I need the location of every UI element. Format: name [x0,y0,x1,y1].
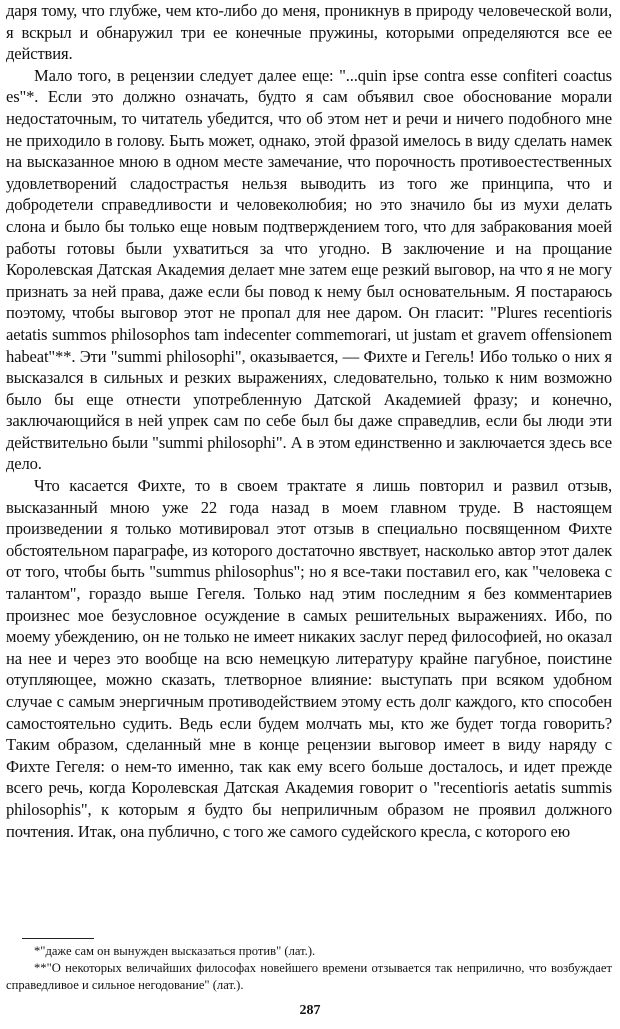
paragraph-3: Что касается Фихте, то в своем трактате я лишь повторил и развил отзыв, высказанный мною уже 22 года назад в моем главном труде. В настоящем произведении я только мотивировал этот отзыв в специально посвященном Фихте обстоятельном параграфе, из которого достаточно явствует, насколько автор этот далек от того, чтобы быть "summus philosophus"; но я все-таки поставил его, как "человека с талантом", гораздо выше Гегеля. Только над этим последним я без комментариев произнес мое безусловное осуждение в самых решительных выражениях. Ибо, по моему убеждению, он не только не имеет никаких заслуг перед философией, но оказал на нее и через это вообще на всю немецкую литературу крайне пагубное, поистине отупляющее, можно сказать, тлетворное влияние: выступать при всяком удобном случае с самым энергичным противодействием этому есть долг каждого, кто способен самостоятельно судить. Ведь если будем молчать мы, кто же будет тогда говорить? Таким образом, сделанный мне в конце рецензии выговор имеет в виду наряду с Фихте Гегеля: о нем-то именно, так как ему всего больше досталось, и идет прежде всего речь, когда Королевская Датская Академия говорит о "recentioris aetatis summis philosophis", к которым я будто бы неприличным образом не проявил должного почтения. Итак, она публично, с того же самого судейского кресла, с которого ею [6,476,612,841]
main-text [6,0,612,842]
footnote-1: *"даже сам он вынужден высказаться против" (лат.). [34,944,316,958]
page-body [6,0,612,842]
footnotes [6,943,612,994]
paragraph-2: Мало того, в рецензии следует далее еще: "...quin ipse contra esse confiteri coactus es"*. Если это должно означать, будто я сам объявил свое обоснование морали недостаточным, то читатель убедится, что об этом нет и речи и ничего подобного мне не приходило в голову. Быть может, однако, этой фразой имелось в виду сделать намек на высказанное мною в одном месте замечание, что порочность противоестественных удовлетворений сладострастья нельзя выводить из того же принципа, что и добродетели справедливости и человеколюбия; но это значило бы из мухи делать слона и было бы только еще новым подтверждением того, что для забракования моей работы готовы были ухватиться за что угодно. В заключение и на прощание Королевская Датская Академия делает мне затем еще резкий выговор, на что я не могу признать за ней права, даже если бы повод к нему был основательным. Я постараюсь поэтому, чтобы выговор этот не пропал для нее даром. Он гласит: "Plures recentioris aetatis summos philosophos tam indecenter commemorari, ut justam et gravem offensionem habeat"**. Эти "summi philosophi", оказывается, — Фихте и Гегель! Ибо только о них я высказался в сильных и резких выражениях, следовательно, только к ним возможно было бы еще отнести употребленную Датской Академией фразу; и конечно, заключающийся в ней упрек сам по себе был бы даже справедлив, если бы люди эти действительно были "summi philosophi". А в этом единственно и заключается здесь все дело. [6,65,612,474]
paragraph-1: даря тому, что глубже, чем кто-либо до меня, проникнув в природу человеческой воли, я вскрыл и обнаружил три ее конечные пружины, которыми определяются все ее действия. [6,1,612,64]
footnote-2: **"О некоторых величайших философах новейшего времени отзывается так неприлично, что возбуждает справедливое и сильное негодование" (лат.). [6,961,612,992]
page-number: 287 [299,1003,321,1018]
footnote-divider [22,938,94,939]
